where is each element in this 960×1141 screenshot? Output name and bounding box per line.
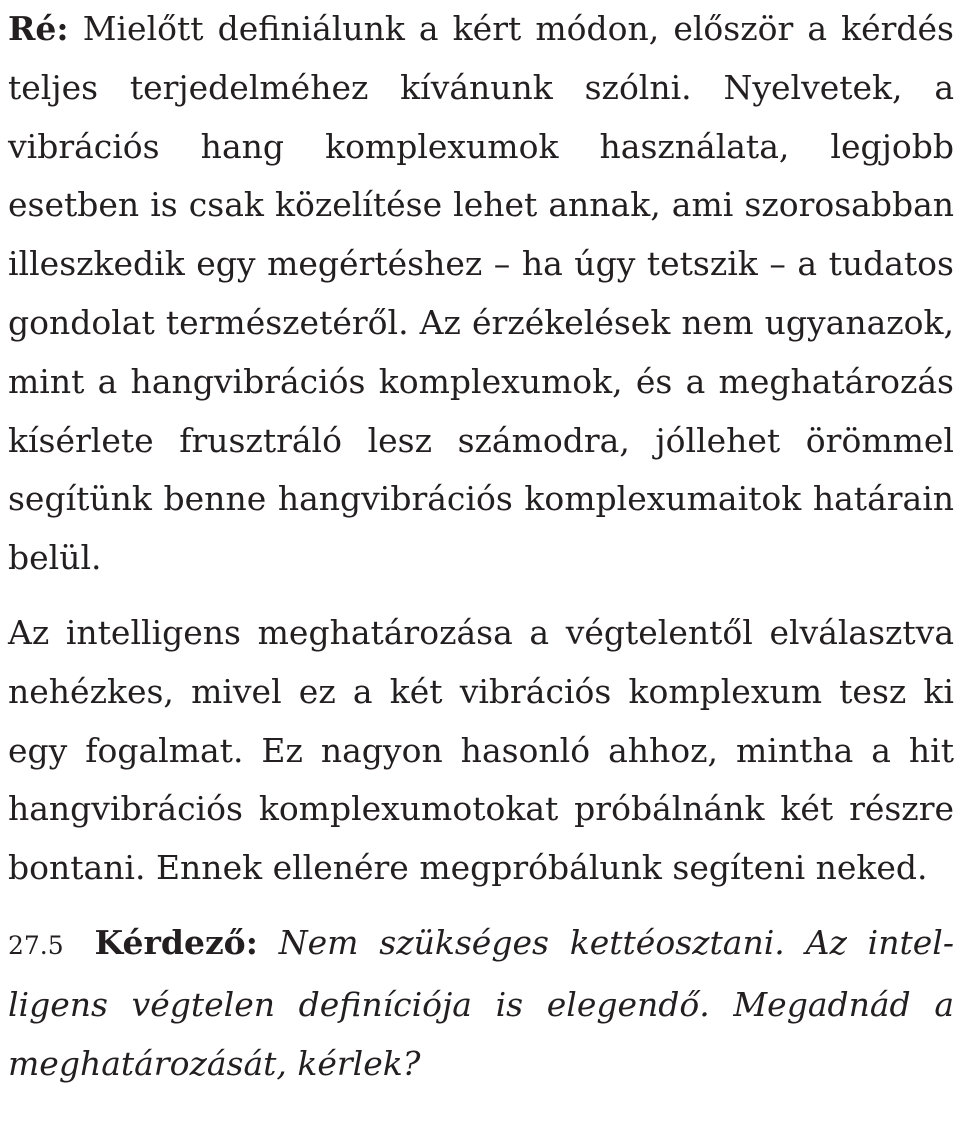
answer-paragraph-1-text: Mielőtt definiálunk a kért módon, először a kérdés teljes terjedelméhez kívánunk szólni. Nyelvetek, a vibrációs hang komplexumok használata, legjobb esetben is csak közelítése lehet annak, ami szorosabban illeszkedik egy megértéshez – ha úgy tetszik – a tudatos gondolat természetéről. Az érzékelések nem ugyanazok, mint a hangvibrációs komplexumok, és a meghatározás kísérlete frusztráló lesz számodra, jóllehet örömmel segítünk benne hangvibrációs komplexumaitok határain belül. xyxy=(8,9,954,578)
answer-speaker-label: Ré: xyxy=(8,9,69,48)
document-page xyxy=(8,0,954,1093)
question-number: 27.5 xyxy=(8,930,64,960)
question-paragraph xyxy=(8,914,954,1093)
answer-paragraph-2 xyxy=(8,604,954,898)
question-speaker-label: Kérdező: xyxy=(94,922,258,962)
question-text: Nem szükséges kettéosztani. Az intelligens végtelen definíciója is elegendő. Megadnád a meghatározását, kérlek? xyxy=(8,922,954,1083)
answer-paragraph-2-text: Az intelligens meghatározása a végtelentől elválasztva nehézkes, mivel ez a két vibrációs komplexum tesz ki egy fogalmat. Ez nagyon hasonló ahhoz, mintha a hit hangvibrációs komplexumotokat próbálnánk két részre bontani. Ennek ellenére megpróbálunk segíteni neked. xyxy=(8,612,954,888)
answer-paragraph-1 xyxy=(8,0,954,588)
